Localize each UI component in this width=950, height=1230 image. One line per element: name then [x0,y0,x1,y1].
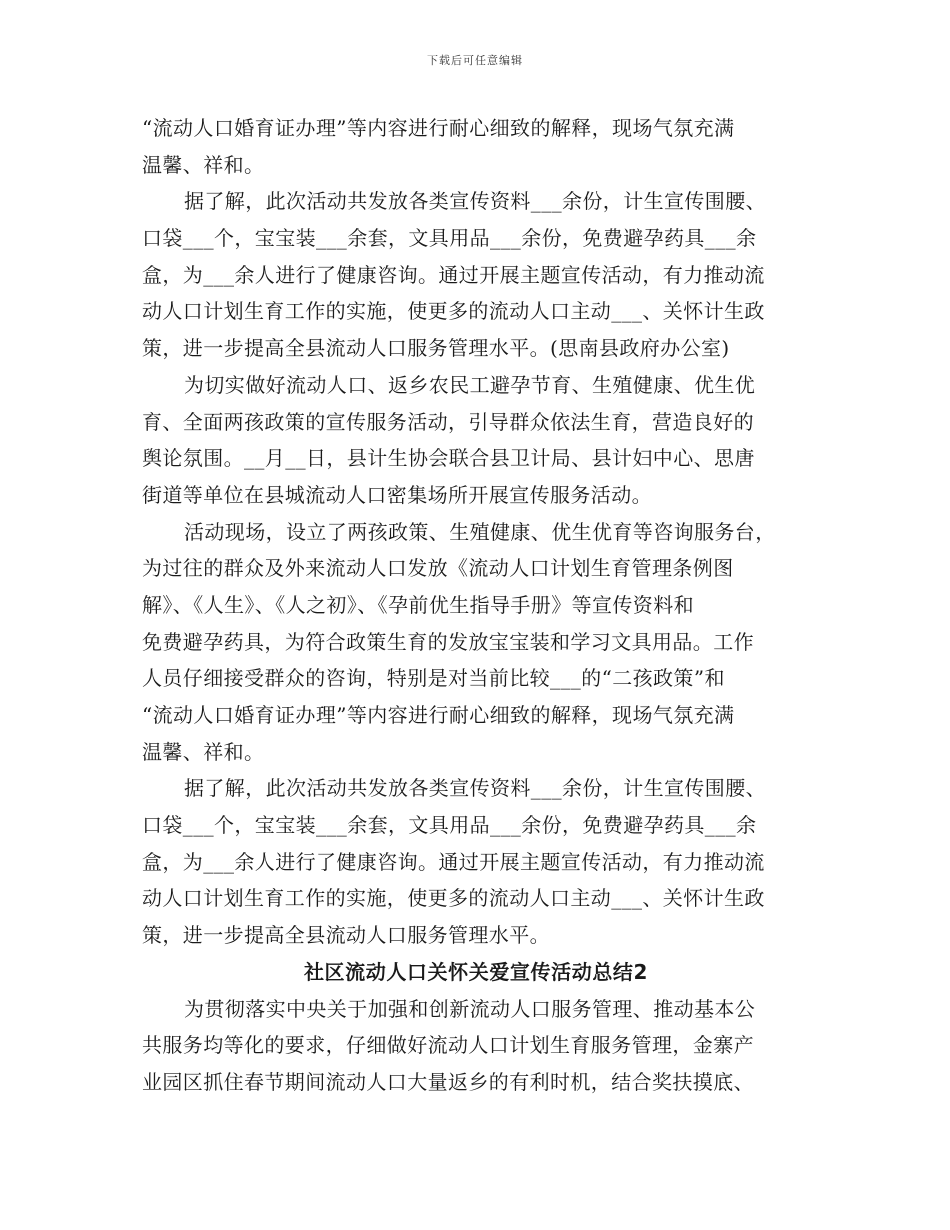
paragraph-start-line: 为切实做好流动人口、返乡农民工避孕节育、生殖健康、优生优 [184,372,756,397]
text-line: 业园区抓住春节期间流动人口大量返乡的有利时机，结合奖扶摸底、 [142,1069,754,1094]
text-line: 解》、《人生》、《人之初》、《孕前优生指导手册》等宣传资料和 [142,592,694,617]
paragraph-start-line: 据了解，此次活动共发放各类宣传资料___余份，计生宣传围腰、 [184,776,766,801]
text-line: 共服务均等化的要求，仔细做好流动人口计划生育服务管理，金寨产 [142,1033,754,1058]
text-line: “流动人口婚育证办理”等内容进行耐心细致的解释，现场气氛充满 [142,116,735,140]
text-line: 温馨、祥和。 [142,739,265,764]
paragraph-start-line: 据了解，此次活动共发放各类宣传资料___余份，计生宣传围腰、 [184,189,766,214]
document-body [142,110,810,1101]
text-line: 盒，为___余人进行了健康咨询。通过开展主题宣传活动，有力推动流 [142,849,765,874]
text-line: 温馨、祥和。 [142,152,265,177]
text-line: 策，进一步提高全县流动人口服务管理水平。(思南县政府办公室) [142,336,730,361]
text-line: 动人口计划生育工作的实施，使更多的流动人口主动___、关怀计生政 [142,299,765,324]
text-line: 口袋___个，宝宝装___余套，文具用品___余份，免费避孕药具___余 [142,226,757,251]
paragraph-start-line: 为贯彻落实中央关于加强和创新流动人口服务管理、推动基本公 [184,996,756,1021]
text-line: 舆论氛围。__月__日，县计生协会联合县卫计局、县计妇中心、思唐 [142,446,755,471]
text-line: “流动人口婚育证办理”等内容进行耐心细致的解释，现场气氛充满 [142,703,735,727]
section-title: 社区流动人口关怀关爱宣传活动总结2 [303,959,649,984]
text-line: 动人口计划生育工作的实施，使更多的流动人口主动___、关怀计生政 [142,886,765,911]
text-line: 口袋___个，宝宝装___余套，文具用品___余份，免费避孕药具___余 [142,813,757,838]
text-line: 策，进一步提高全县流动人口服务管理水平。 [142,923,550,948]
text-line: 街道等单位在县城流动人口密集场所开展宣传服务活动。 [142,482,652,507]
page-header: 下载后可任意编辑 [427,54,523,67]
text-line: 免费避孕药具，为符合政策生育的发放宝宝装和学习文具用品。工作 [142,629,754,654]
text-line: 人员仔细接受群众的咨询，特别是对当前比较___的“二孩政策”和 [142,666,725,691]
text-line: 为过往的群众及外来流动人口发放《流动人口计划生育管理条例图 [142,556,734,581]
text-line: 育、全面两孩政策的宣传服务活动，引导群众依法生育，营造良好的 [142,409,754,434]
paragraph-start-line: 活动现场，设立了两孩政策、生殖健康、优生优育等咨询服务台， [184,519,776,544]
text-line: 盒，为___余人进行了健康咨询。通过开展主题宣传活动，有力推动流 [142,262,765,287]
